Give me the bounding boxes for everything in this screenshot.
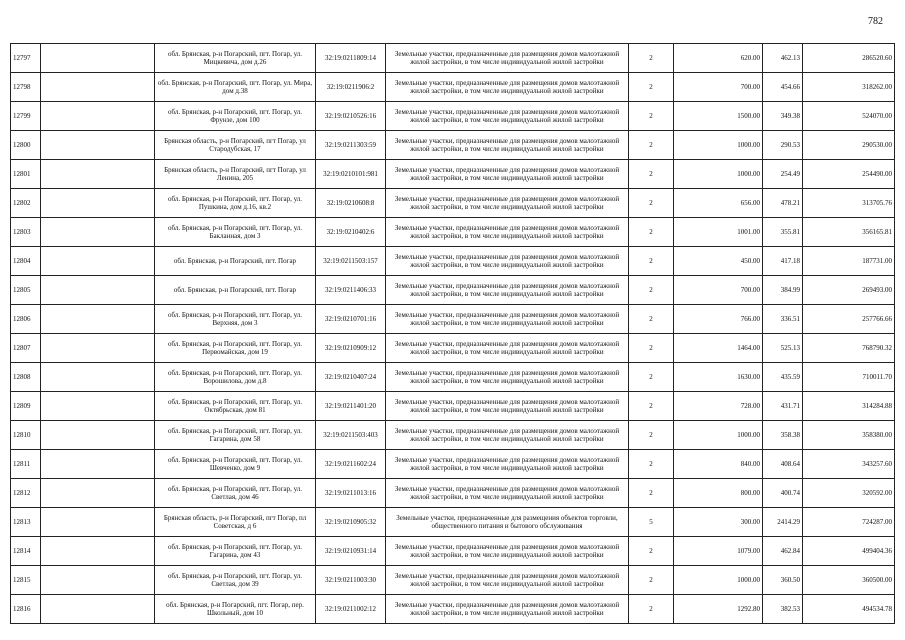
- cadastral-value-cell: 187731.00: [803, 247, 895, 276]
- group-code-cell: 2: [629, 392, 674, 421]
- specific-value-cell: 400.74: [763, 479, 803, 508]
- table-row: [11, 160, 895, 189]
- register-body: [11, 44, 895, 624]
- cadastral-number-cell: 32:19:0210101:981: [316, 160, 386, 189]
- spacer-cell: [41, 508, 155, 537]
- area-cell: 840.00: [674, 450, 763, 479]
- group-code-cell: 2: [629, 276, 674, 305]
- cadastral-number-cell: 32:19:0211906:2: [316, 73, 386, 102]
- permitted-use-cell: Земельные участки, предназначенные для размещения домов малоэтажной жилой застройки, в том числе индивидуальной жилой застройки: [386, 276, 629, 305]
- cadastral-value-cell: 768790.32: [803, 334, 895, 363]
- group-code-cell: 2: [629, 305, 674, 334]
- row-number-cell: 12799: [11, 102, 41, 131]
- cadastral-register-table: [10, 43, 895, 624]
- group-code-cell: 2: [629, 421, 674, 450]
- address-cell: обл. Брянская, р-н Погарский, пгт. Погар, ул. Мицкевича, дом д.26: [155, 44, 316, 73]
- cadastral-number-cell: 32:19:0210526:16: [316, 102, 386, 131]
- cadastral-value-cell: 524070.00: [803, 102, 895, 131]
- page-number: 782: [868, 16, 883, 27]
- specific-value-cell: 290.53: [763, 131, 803, 160]
- permitted-use-cell: Земельные участки, предназначенные для размещения домов малоэтажной жилой застройки, в том числе индивидуальной жилой застройки: [386, 131, 629, 160]
- spacer-cell: [41, 247, 155, 276]
- specific-value-cell: 358.38: [763, 421, 803, 450]
- address-cell: Брянская область, р-н Погарский, пгт Погар, ул Ленина, 205: [155, 160, 316, 189]
- spacer-cell: [41, 595, 155, 624]
- address-cell: обл. Брянская, р-н Погарский, пгт. Погар, ул. Шевченко, дом 9: [155, 450, 316, 479]
- address-cell: обл. Брянская, р-н Погарский, пгт. Погар, ул. Октябрьская, дом 81: [155, 392, 316, 421]
- spacer-cell: [41, 160, 155, 189]
- spacer-cell: [41, 218, 155, 247]
- cadastral-number-cell: 32:19:0210909:12: [316, 334, 386, 363]
- group-code-cell: 2: [629, 566, 674, 595]
- specific-value-cell: 336.51: [763, 305, 803, 334]
- group-code-cell: 2: [629, 102, 674, 131]
- specific-value-cell: 349.38: [763, 102, 803, 131]
- group-code-cell: 2: [629, 450, 674, 479]
- area-cell: 1630.00: [674, 363, 763, 392]
- permitted-use-cell: Земельные участки, предназначенные для размещения домов малоэтажной жилой застройки, в том числе индивидуальной жилой застройки: [386, 537, 629, 566]
- permitted-use-cell: Земельные участки, предназначенные для размещения домов малоэтажной жилой застройки, в том числе индивидуальной жилой застройки: [386, 44, 629, 73]
- cadastral-number-cell: 32:19:0211809:14: [316, 44, 386, 73]
- specific-value-cell: 360.50: [763, 566, 803, 595]
- row-number-cell: 12814: [11, 537, 41, 566]
- table-row: [11, 566, 895, 595]
- specific-value-cell: 355.81: [763, 218, 803, 247]
- spacer-cell: [41, 276, 155, 305]
- address-cell: Брянская область, р-н Погарский, пгт Погар, пл Советская, д 6: [155, 508, 316, 537]
- area-cell: 1000.00: [674, 421, 763, 450]
- specific-value-cell: 462.13: [763, 44, 803, 73]
- table-row: [11, 363, 895, 392]
- cadastral-number-cell: 32:19:0211003:30: [316, 566, 386, 595]
- spacer-cell: [41, 537, 155, 566]
- permitted-use-cell: Земельные участки, предназначенные для размещения домов малоэтажной жилой застройки, в том числе индивидуальной жилой застройки: [386, 392, 629, 421]
- group-code-cell: 2: [629, 44, 674, 73]
- table-row: [11, 131, 895, 160]
- specific-value-cell: 254.49: [763, 160, 803, 189]
- spacer-cell: [41, 450, 155, 479]
- table-row: [11, 218, 895, 247]
- area-cell: 656.00: [674, 189, 763, 218]
- cadastral-value-cell: 356165.81: [803, 218, 895, 247]
- specific-value-cell: 478.21: [763, 189, 803, 218]
- permitted-use-cell: Земельные участки, предназначенные для размещения домов малоэтажной жилой застройки, в том числе индивидуальной жилой застройки: [386, 160, 629, 189]
- row-number-cell: 12806: [11, 305, 41, 334]
- table-row: [11, 595, 895, 624]
- permitted-use-cell: Земельные участки, предназначенные для размещения домов малоэтажной жилой застройки, в том числе индивидуальной жилой застройки: [386, 421, 629, 450]
- area-cell: 728.00: [674, 392, 763, 421]
- permitted-use-cell: Земельные участки, предназначенные для размещения домов малоэтажной жилой застройки, в том числе индивидуальной жилой застройки: [386, 479, 629, 508]
- cadastral-value-cell: 710011.70: [803, 363, 895, 392]
- table-row: [11, 44, 895, 73]
- row-number-cell: 12809: [11, 392, 41, 421]
- cadastral-value-cell: 286520.60: [803, 44, 895, 73]
- permitted-use-cell: Земельные участки, предназначенные для размещения домов малоэтажной жилой застройки, в том числе индивидуальной жилой застройки: [386, 305, 629, 334]
- permitted-use-cell: Земельные участки, предназначенные для размещения домов малоэтажной жилой застройки, в том числе индивидуальной жилой застройки: [386, 334, 629, 363]
- cadastral-number-cell: 32:19:0211303:59: [316, 131, 386, 160]
- cadastral-number-cell: 32:19:0211503:157: [316, 247, 386, 276]
- specific-value-cell: 435.59: [763, 363, 803, 392]
- area-cell: 766.00: [674, 305, 763, 334]
- area-cell: 700.00: [674, 73, 763, 102]
- row-number-cell: 12804: [11, 247, 41, 276]
- cadastral-value-cell: 499404.36: [803, 537, 895, 566]
- cadastral-value-cell: 318262.00: [803, 73, 895, 102]
- table-row: [11, 247, 895, 276]
- address-cell: обл. Брянская, р-н Погарский, пгт. Погар, пер. Школьный, дом 10: [155, 595, 316, 624]
- row-number-cell: 12802: [11, 189, 41, 218]
- spacer-cell: [41, 305, 155, 334]
- permitted-use-cell: Земельные участки, предназначенные для размещения домов малоэтажной жилой застройки, в том числе индивидуальной жилой застройки: [386, 189, 629, 218]
- table-row: [11, 421, 895, 450]
- cadastral-number-cell: 32:19:0210931:14: [316, 537, 386, 566]
- specific-value-cell: 454.66: [763, 73, 803, 102]
- group-code-cell: 2: [629, 160, 674, 189]
- specific-value-cell: 462.84: [763, 537, 803, 566]
- spacer-cell: [41, 421, 155, 450]
- area-cell: 1079.00: [674, 537, 763, 566]
- permitted-use-cell: Земельные участки, предназначенные для размещения домов малоэтажной жилой застройки, в том числе индивидуальной жилой застройки: [386, 363, 629, 392]
- address-cell: обл. Брянская, р-н Погарский, пгт. Погар, ул. Фрунзе, дом 100: [155, 102, 316, 131]
- table-row: [11, 305, 895, 334]
- cadastral-number-cell: 32:19:0210402:6: [316, 218, 386, 247]
- table-row: [11, 508, 895, 537]
- table-row: [11, 73, 895, 102]
- cadastral-value-cell: 494534.78: [803, 595, 895, 624]
- row-number-cell: 12801: [11, 160, 41, 189]
- cadastral-value-cell: 269493.00: [803, 276, 895, 305]
- specific-value-cell: 2414.29: [763, 508, 803, 537]
- cadastral-value-cell: 320592.00: [803, 479, 895, 508]
- row-number-cell: 12813: [11, 508, 41, 537]
- spacer-cell: [41, 479, 155, 508]
- address-cell: обл. Брянская, р-н Погарский, пгт. Погар, ул. Светлая, дом 39: [155, 566, 316, 595]
- cadastral-number-cell: 32:19:0211503:403: [316, 421, 386, 450]
- table-row: [11, 450, 895, 479]
- spacer-cell: [41, 392, 155, 421]
- spacer-cell: [41, 73, 155, 102]
- table-row: [11, 392, 895, 421]
- area-cell: 1000.00: [674, 131, 763, 160]
- group-code-cell: 2: [629, 189, 674, 218]
- cadastral-value-cell: 257766.66: [803, 305, 895, 334]
- address-cell: обл. Брянская, р-н Погарский, пгт. Погар, ул. Мира, дом д.38: [155, 73, 316, 102]
- spacer-cell: [41, 189, 155, 218]
- group-code-cell: 2: [629, 595, 674, 624]
- area-cell: 1500.00: [674, 102, 763, 131]
- spacer-cell: [41, 44, 155, 73]
- area-cell: 300.00: [674, 508, 763, 537]
- area-cell: 1464.00: [674, 334, 763, 363]
- table-row: [11, 102, 895, 131]
- group-code-cell: 2: [629, 218, 674, 247]
- area-cell: 450.00: [674, 247, 763, 276]
- permitted-use-cell: Земельные участки, предназначенные для размещения домов малоэтажной жилой застройки, в том числе индивидуальной жилой застройки: [386, 73, 629, 102]
- row-number-cell: 12807: [11, 334, 41, 363]
- permitted-use-cell: Земельные участки, предназначенные для размещения домов малоэтажной жилой застройки, в том числе индивидуальной жилой застройки: [386, 247, 629, 276]
- row-number-cell: 12800: [11, 131, 41, 160]
- group-code-cell: 2: [629, 247, 674, 276]
- specific-value-cell: 382.53: [763, 595, 803, 624]
- cadastral-number-cell: 32:19:0211013:16: [316, 479, 386, 508]
- cadastral-number-cell: 32:19:0210608:8: [316, 189, 386, 218]
- specific-value-cell: 384.99: [763, 276, 803, 305]
- address-cell: обл. Брянская, р-н Погарский, пгт. Погар, ул. Пушкина, дом д.16, кв.2: [155, 189, 316, 218]
- address-cell: обл. Брянская, р-н Погарский, пгт. Погар, ул. Первомайская, дом 19: [155, 334, 316, 363]
- address-cell: обл. Брянская, р-н Погарский, пгт. Погар, ул. Верхняя, дом 3: [155, 305, 316, 334]
- cadastral-value-cell: 313705.76: [803, 189, 895, 218]
- cadastral-number-cell: 32:19:0211002:12: [316, 595, 386, 624]
- row-number-cell: 12798: [11, 73, 41, 102]
- row-number-cell: 12797: [11, 44, 41, 73]
- permitted-use-cell: Земельные участки, предназначенные для размещения домов малоэтажной жилой застройки, в том числе индивидуальной жилой застройки: [386, 218, 629, 247]
- area-cell: 1001.00: [674, 218, 763, 247]
- permitted-use-cell: Земельные участки, предназначенные для размещения домов малоэтажной жилой застройки, в том числе индивидуальной жилой застройки: [386, 450, 629, 479]
- spacer-cell: [41, 131, 155, 160]
- area-cell: 1292.80: [674, 595, 763, 624]
- spacer-cell: [41, 102, 155, 131]
- cadastral-number-cell: 32:19:0211602:24: [316, 450, 386, 479]
- spacer-cell: [41, 566, 155, 595]
- row-number-cell: 12805: [11, 276, 41, 305]
- group-code-cell: 5: [629, 508, 674, 537]
- cadastral-value-cell: 290530.00: [803, 131, 895, 160]
- cadastral-value-cell: 724287.00: [803, 508, 895, 537]
- permitted-use-cell: Земельные участки, предназначенные для размещения домов малоэтажной жилой застройки, в том числе индивидуальной жилой застройки: [386, 595, 629, 624]
- specific-value-cell: 417.18: [763, 247, 803, 276]
- area-cell: 620.00: [674, 44, 763, 73]
- cadastral-value-cell: 314284.88: [803, 392, 895, 421]
- cadastral-number-cell: 32:19:0211406:33: [316, 276, 386, 305]
- group-code-cell: 2: [629, 479, 674, 508]
- cadastral-value-cell: 358380.00: [803, 421, 895, 450]
- cadastral-number-cell: 32:19:0210407:24: [316, 363, 386, 392]
- spacer-cell: [41, 334, 155, 363]
- address-cell: обл. Брянская, р-н Погарский, пгт. Погар: [155, 247, 316, 276]
- row-number-cell: 12815: [11, 566, 41, 595]
- address-cell: Брянская область, р-н Погарский, пгт Погар, ул Стародубская, 17: [155, 131, 316, 160]
- table-row: [11, 334, 895, 363]
- area-cell: 700.00: [674, 276, 763, 305]
- cadastral-number-cell: 32:19:0210905:32: [316, 508, 386, 537]
- specific-value-cell: 431.71: [763, 392, 803, 421]
- group-code-cell: 2: [629, 363, 674, 392]
- table-row: [11, 479, 895, 508]
- cadastral-value-cell: 360500.00: [803, 566, 895, 595]
- table-row: [11, 537, 895, 566]
- address-cell: обл. Брянская, р-н Погарский, пгт. Погар, ул. Гагарина, дом 58: [155, 421, 316, 450]
- address-cell: обл. Брянская, р-н Погарский, пгт. Погар, ул. Бакланная, дом 3: [155, 218, 316, 247]
- area-cell: 800.00: [674, 479, 763, 508]
- address-cell: обл. Брянская, р-н Погарский, пгт. Погар: [155, 276, 316, 305]
- row-number-cell: 12816: [11, 595, 41, 624]
- group-code-cell: 2: [629, 537, 674, 566]
- address-cell: обл. Брянская, р-н Погарский, пгт. Погар, ул. Светлая, дом 46: [155, 479, 316, 508]
- row-number-cell: 12808: [11, 363, 41, 392]
- cadastral-value-cell: 343257.60: [803, 450, 895, 479]
- specific-value-cell: 408.64: [763, 450, 803, 479]
- specific-value-cell: 525.13: [763, 334, 803, 363]
- row-number-cell: 12810: [11, 421, 41, 450]
- permitted-use-cell: Земельные участки, предназначенные для размещения домов малоэтажной жилой застройки, в том числе индивидуальной жилой застройки: [386, 102, 629, 131]
- row-number-cell: 12811: [11, 450, 41, 479]
- permitted-use-cell: Земельные участки, предназначенные для размещения домов малоэтажной жилой застройки, в том числе индивидуальной жилой застройки: [386, 566, 629, 595]
- area-cell: 1000.00: [674, 160, 763, 189]
- cadastral-value-cell: 254490.00: [803, 160, 895, 189]
- area-cell: 1000.00: [674, 566, 763, 595]
- cadastral-number-cell: 32:19:0211401:20: [316, 392, 386, 421]
- group-code-cell: 2: [629, 131, 674, 160]
- spacer-cell: [41, 363, 155, 392]
- table-row: [11, 276, 895, 305]
- group-code-cell: 2: [629, 73, 674, 102]
- row-number-cell: 12803: [11, 218, 41, 247]
- permitted-use-cell: Земельные участки, предназначенные для размещения объектов торговли, общественного питания и бытового обслуживания: [386, 508, 629, 537]
- cadastral-number-cell: 32:19:0210701:16: [316, 305, 386, 334]
- table-row: [11, 189, 895, 218]
- address-cell: обл. Брянская, р-н Погарский, пгт. Погар, ул. Гагарина, дом 43: [155, 537, 316, 566]
- address-cell: обл. Брянская, р-н Погарский, пгт. Погар, ул. Ворошилова, дом д.8: [155, 363, 316, 392]
- group-code-cell: 2: [629, 334, 674, 363]
- row-number-cell: 12812: [11, 479, 41, 508]
